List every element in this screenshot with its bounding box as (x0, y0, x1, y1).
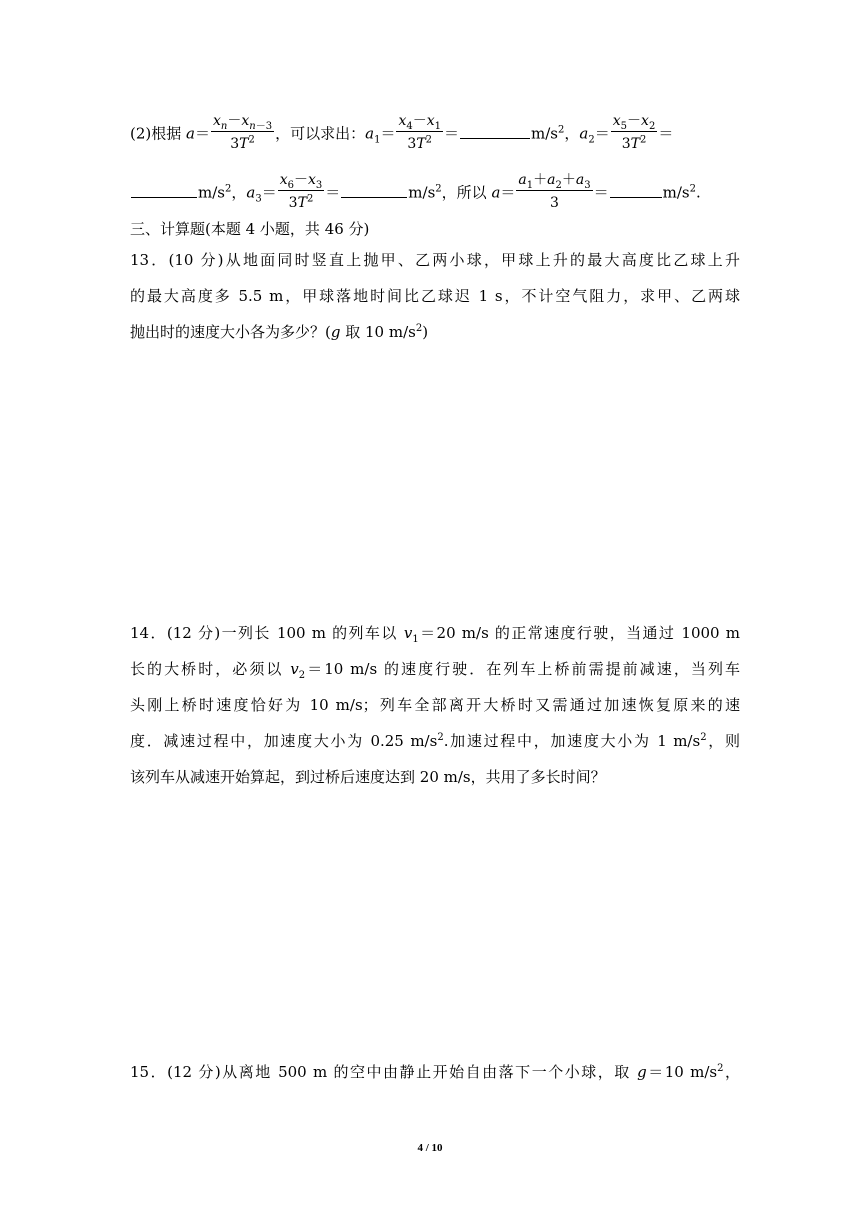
formula-a1: $\frac{x_4-x_1}{3T^2}$ (398, 113, 442, 152)
formula-average: $\frac{a_1+a_2+a_3}{3}$ (518, 172, 591, 211)
q14-line-5: 该列车从减速开始算起，到过桥后速度达到 20 m/s，共用了多长时间？ (130, 768, 606, 786)
formula-a3: $\frac{x_6-x_3}{3T^2}$ (279, 172, 323, 211)
answer-blank-a[interactable] (610, 183, 662, 198)
q13-line-3: 抛出时的速度大小各为多少？(g 取 10 $m/s^2$) (130, 323, 429, 341)
formula-a2: $\frac{x_5-x_2}{3T^2}$ (612, 113, 656, 152)
page-number: 4 / 10 (417, 1142, 443, 1154)
section-heading: 三、计算题(本题 4 小题，共 46 分) (130, 220, 370, 238)
q13-line-2: 的最大高度多 5.5 m，甲球落地时间比乙球迟 1 s，不计空气阻力，求甲、乙两球 (130, 287, 740, 305)
q14-line-3: 头刚上桥时速度恰好为 10 m/s；列车全部离开大桥时又需通过加速恢复原来的速 (130, 696, 740, 714)
part2-prefix: (2)根据 (130, 124, 187, 143)
q14-line-1: 14．(12 分)一列长 100 m 的列车以 $v_1=20$ m/s 的正常速度行驶，当通过 1000 m (130, 624, 740, 645)
part2-line-2: $m/s^2$，$a_3=$ $\frac{x_6-x_3}{3T^2}$ ＝ $m/s^2$，所以 a＝ $\frac{a_1+a_2+a_3}{3}$ ＝ $m/s^2$. (130, 173, 740, 214)
q13-line-1: 13．(10 分)从地面同时竖直上抛甲、乙两小球，甲球上升的最大高度比乙球上升 (130, 251, 740, 269)
answer-blank-a2[interactable] (131, 183, 197, 198)
q14-line-4: 度．减速过程中，加速度大小为 0.25 $m/s^2$.加速过程中，加速度大小为 1 $m/s^2$，则 (130, 732, 740, 750)
formula-general: $\frac{x_n-x_{n-3}}{3T^2}$ (213, 113, 273, 152)
q15-line-1: 15．(12 分)从离地 500 m 的空中由静止开始自由落下一个小球，取 g＝10 $m/s^2$， (130, 1063, 740, 1081)
q14-line-2: 长的大桥时，必须以 $v_2=10$ m/s 的速度行驶．在列车上桥前需提前减速，当列车 (130, 660, 740, 681)
answer-blank-a1[interactable] (460, 124, 530, 139)
answer-blank-a3[interactable] (341, 183, 407, 198)
part2-line-1: (2)根据 a＝ $\frac{x_n-x_{n-3}}{3T^2}$ ，可以求出：$a_1=$ $\frac{x_4-x_1}{3T^2}$ ＝ $m/s^2$，$a_2=$ $\frac{x_5-x_2}{3T^2}$ ＝ (130, 113, 674, 152)
